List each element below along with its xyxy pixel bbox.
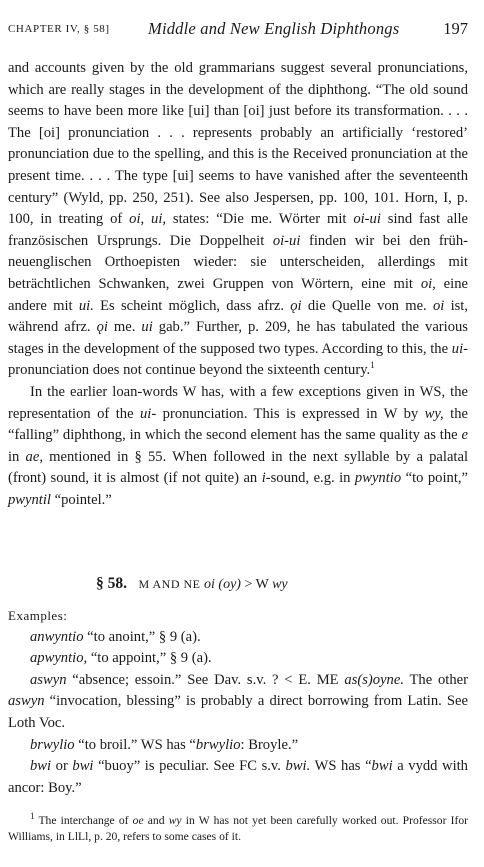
footnote-number: 1 — [30, 811, 35, 822]
section-heading: § 58. M AND NE oi (oy) > W wy — [96, 575, 288, 592]
footnote: $^1$ The interchange of oe and wy in W has not yet been carefully worked out. Professor Ifor Williams, in LlLl, p. 20, refers to some cases of it. — [8, 811, 468, 843]
section-number: § 58. — [96, 575, 127, 592]
examples-label: Examples: — [8, 608, 68, 623]
example-entry: apwyntio, “to appoint,” § 9 (a). — [30, 650, 212, 667]
running-header — [8, 19, 468, 43]
page-number: 197 — [443, 19, 468, 38]
example-entry: anwyntio “to anoint,” § 9 (a). — [30, 628, 201, 645]
running-title: Middle and New English Diphthongs — [148, 19, 400, 38]
paragraph-2: In the earlier loan-words W has, with a few exceptions given in WS, the representation of the ui- pronunciation. This is expressed in W by wy, the “falling” diphthong, in which the second element has the same quality as the e in ae, mentioned in § 55. When followed in the next syllable by a palatal (front) sound, it is almost (if not quite) an i-sound, e.g. in pwyntio “to point,” pwyntil “pointel.” — [8, 383, 469, 508]
section-title: M AND NE — [138, 577, 201, 591]
paragraph-1: and accounts given by the old grammarians suggest several pronunciations, which are really stages in the development of the diphthong. “The old sound seems to have been more like [ui] than [oi] just before its transformation. . . . The [oi] pronunciation . . . represents probably an artificially ‘restored’ pronunciation due to the spelling, and this is the Received pronunciation at the present time. . . . The type [ui] seems to have vanished after the seventeenth century” (Wyld, pp. 250, 251). See also Jespersen, pp. 100, 101. Horn, I, p. 100, in treating of oi, ui, states: “Die me. Wörter mit oi-ui sind fast alle französischen Ursprungs. Die Doppelheit oi-ui finden wir bei den früh-neuenglischen Orthoepisten wieder: sie unterscheiden, allerdings mit beträchtlichen Schwanken, zwei Gruppen von Wörtern, eine mit oi, eine andere mit ui. Es scheint möglich, dass afrz. ǫi die Quelle von me. oi ist, während afrz. ǫi me. ui gab.” Further, p. 209, he has tabulated the various stages in the development of the supposed two types. According to this, the ui-pronunciation does not continue beyond the sixteenth century.$^1$ — [8, 60, 469, 379]
chapter-reference: CHAPTER IV, § 58] — [8, 23, 110, 35]
example-entry: aswyn “absence; essoin.” See Dav. s.v. ? < E. ME as(s)oyne. The other aswyn “invocation, blessing” is probably a direct borrowing from Latin. See Loth Voc. — [8, 671, 468, 731]
body-text — [8, 58, 468, 511]
example-entry: brwylio “to broil.” WS has “brwylio: Broyle.” — [30, 736, 299, 753]
examples-list — [8, 605, 468, 799]
example-entry: bwi or bwi “buoy” is peculiar. See FC s.v. bwi. WS has “bwi a vydd with ancor: Boy.” — [8, 758, 468, 796]
footnote-marker: 1 — [370, 360, 375, 371]
